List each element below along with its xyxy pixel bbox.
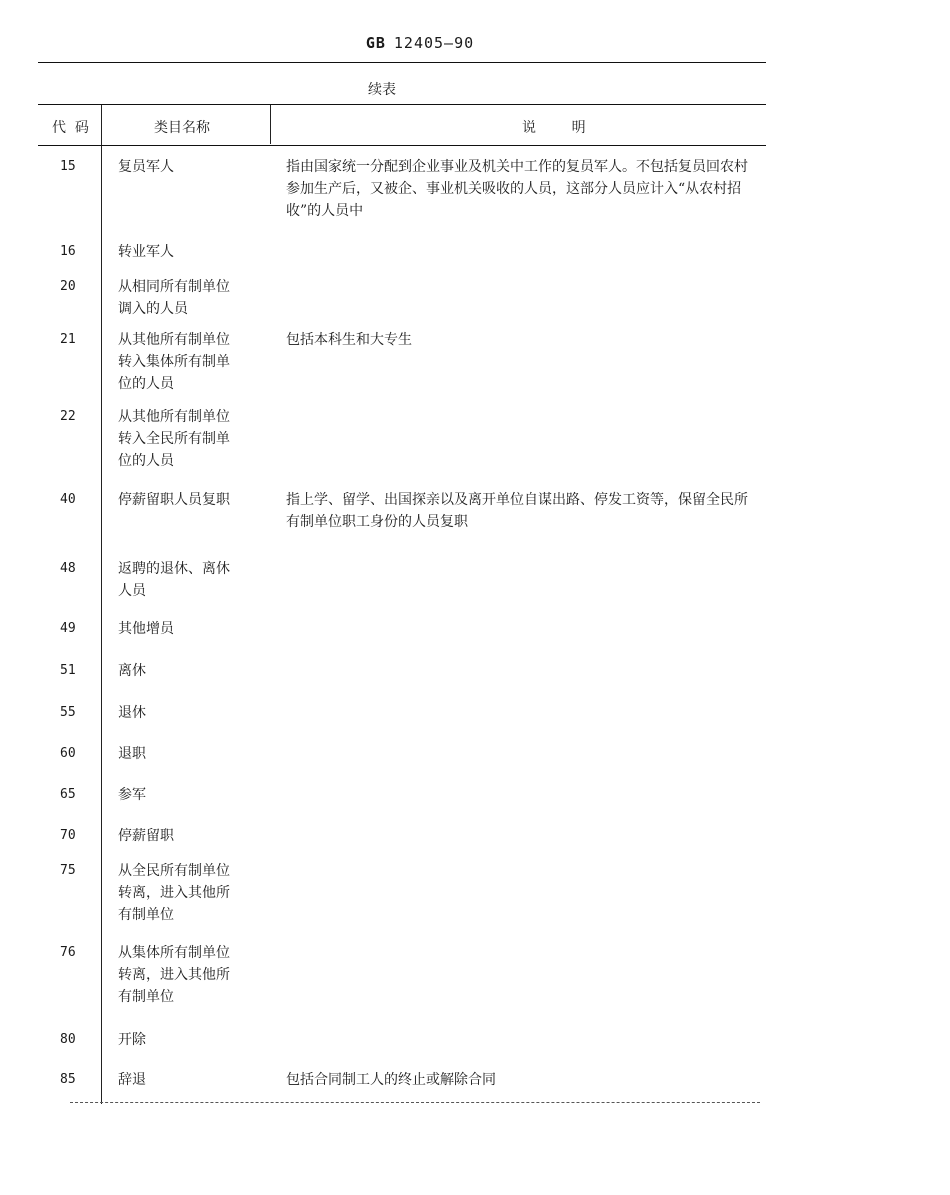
row-code: 76	[60, 945, 76, 960]
row-name: 返聘的退休、离休 人员	[118, 561, 230, 599]
classification-table	[38, 104, 766, 1088]
row-code: 60	[60, 746, 76, 761]
row-desc: 包括本科生和大专生	[286, 332, 412, 348]
row-name: 复员军人	[118, 159, 174, 175]
row-code: 80	[60, 1032, 76, 1047]
row-code: 22	[60, 409, 76, 424]
row-name: 转业军人	[118, 244, 174, 260]
row-code: 40	[60, 492, 76, 507]
row-code: 49	[60, 621, 76, 636]
row-name: 从全民所有制单位 转离，进入其他所 有制单位	[118, 863, 230, 923]
row-name: 退休	[118, 705, 146, 721]
page-header	[0, 34, 840, 52]
row-code: 48	[60, 561, 76, 576]
column-header-name: 类目名称	[154, 120, 210, 136]
standard-prefix: GB	[365, 34, 386, 52]
row-code: 51	[60, 663, 76, 678]
row-code: 20	[60, 279, 76, 294]
bottom-rule	[70, 1102, 760, 1103]
column-header-desc: 说 明	[522, 120, 586, 136]
row-name: 退职	[118, 746, 146, 762]
column-header-code: 代 码	[52, 120, 89, 136]
row-code: 21	[60, 332, 76, 347]
row-name: 其他增员	[118, 621, 174, 637]
row-name: 从相同所有制单位 调入的人员	[118, 279, 230, 317]
row-code: 75	[60, 863, 76, 878]
row-code: 85	[60, 1072, 76, 1087]
row-name: 辞退	[118, 1072, 146, 1088]
continued-label: 续表	[368, 82, 396, 98]
row-code: 70	[60, 828, 76, 843]
row-name: 开除	[118, 1032, 146, 1048]
row-desc: 指由国家统一分配到企业事业及机关中工作的复员军人。不包括复员回农村参加生产后，又被企、事业机关吸收的人员，这部分人员应计入“从农村招收”的人员中	[286, 159, 748, 219]
row-name: 从其他所有制单位 转入全民所有制单 位的人员	[118, 409, 230, 469]
row-name: 参军	[118, 787, 146, 803]
row-name: 停薪留职	[118, 828, 174, 844]
row-code: 65	[60, 787, 76, 802]
row-name: 从集体所有制单位 转离，进入其他所 有制单位	[118, 945, 230, 1005]
row-code: 15	[60, 159, 76, 174]
row-name: 离休	[118, 663, 146, 679]
row-name: 停薪留职人员复职	[118, 492, 230, 508]
table-header	[38, 104, 766, 146]
row-desc: 指上学、留学、出国探亲以及离开单位自谋出路、停发工资等，保留全民所有制单位职工身份的人员复职	[286, 492, 748, 530]
standard-number: 12405—90	[393, 34, 475, 52]
header-rule	[38, 62, 766, 63]
row-code: 55	[60, 705, 76, 720]
row-name: 从其他所有制单位 转入集体所有制单 位的人员	[118, 332, 230, 392]
row-code: 16	[60, 244, 76, 259]
row-desc: 包括合同制工人的终止或解除合同	[286, 1072, 496, 1088]
